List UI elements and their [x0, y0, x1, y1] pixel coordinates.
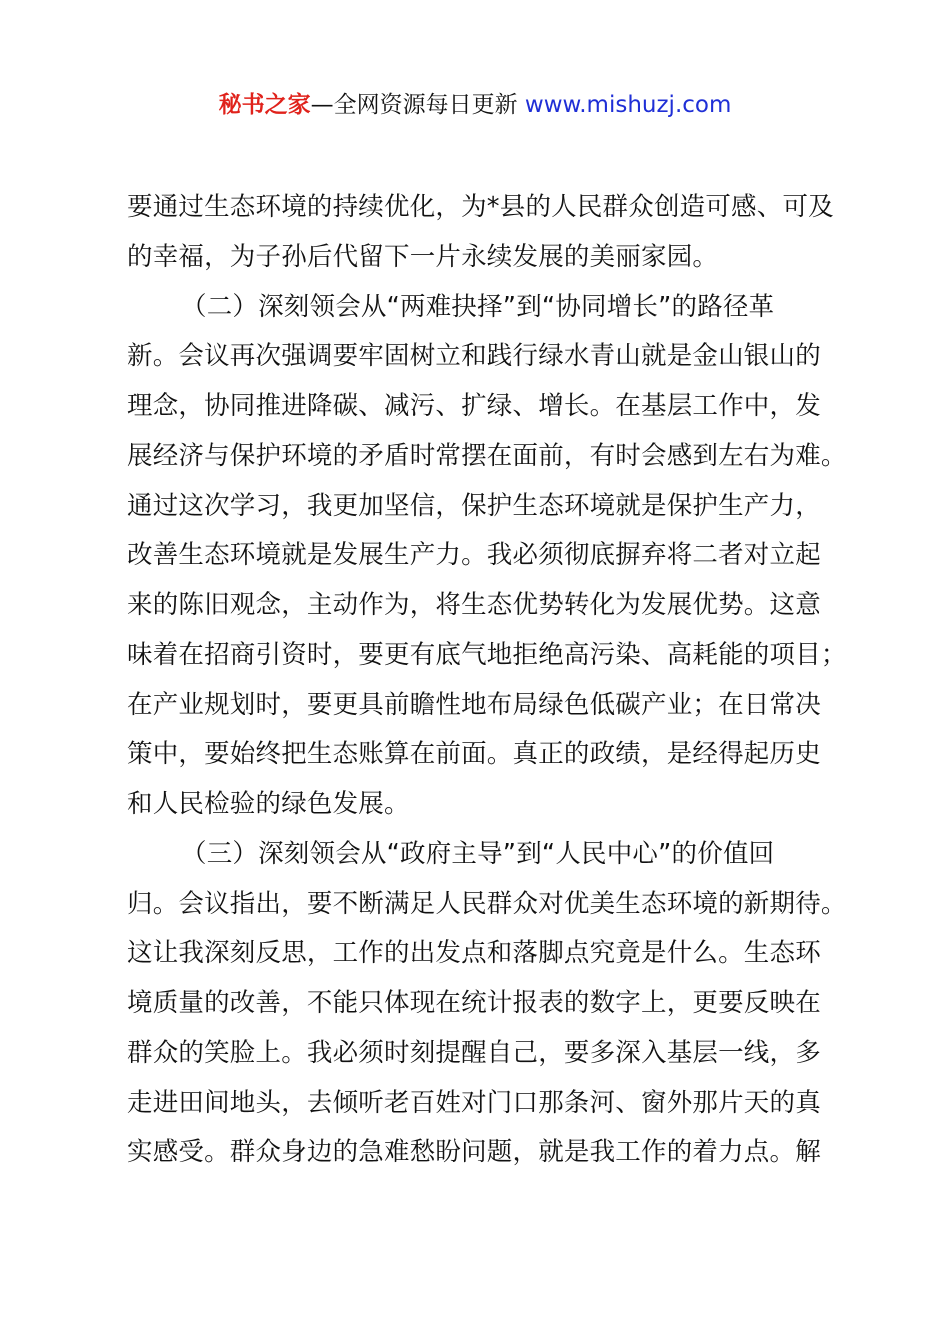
section-heading-line: （三）深刻领会从“政府主导”到“人民中心”的价值回	[181, 838, 775, 869]
text-line: 这让我深刻反思，工作的出发点和落脚点究竟是什么。生态环	[127, 938, 821, 969]
text-line: 走进田间地头，去倾听老百姓对门口那条河、窗外那片天的真	[127, 1087, 821, 1118]
text-line: 要通过生态环境的持续优化，为*县的人民群众创造可感、可及	[127, 192, 834, 222]
text-line: 在产业规划时，要更具前瞻性地布局绿色低碳产业；在日常决	[127, 689, 821, 720]
brand-name: 秘书之家	[218, 92, 311, 118]
header-tagline: —全网资源每日更新	[310, 92, 525, 118]
text-line: 展经济与保护环境的矛盾时常摆在面前，有时会感到左右为难。	[127, 440, 847, 471]
text-line: 和人民检验的绿色发展。	[127, 789, 410, 819]
website-url[interactable]: www.mishuzj.com	[524, 92, 732, 118]
document-body	[127, 183, 847, 1178]
text-line: 策中，要始终把生态账算在前面。真正的政绩，是经得起历史	[127, 739, 821, 770]
text-line: 味着在招商引资时，要更有底气地拒绝高污染、高耗能的项目；	[127, 639, 847, 670]
text-line: 实感受。群众身边的急难愁盼问题，就是我工作的着力点。解	[127, 1137, 821, 1168]
text-line: 境质量的改善，不能只体现在统计报表的数字上，更要反映在	[127, 988, 821, 1018]
page-header	[0, 88, 950, 122]
text-line: 通过这次学习，我更加坚信，保护生态环境就是保护生产力，	[127, 490, 821, 521]
text-line: 来的陈旧观念，主动作为，将生态优势转化为发展优势。这意	[127, 590, 821, 620]
text-line: 归。会议指出，要不断满足人民群众对优美生态环境的新期待。	[127, 888, 847, 919]
section-heading-line: （二）深刻领会从“两难抉择”到“协同增长”的路径革	[181, 291, 775, 322]
text-line: 的幸福，为子孙后代留下一片永续发展的美丽家园。	[127, 241, 719, 272]
text-line: 理念，协同推进降碳、减污、扩绿、增长。在基层工作中，发	[127, 391, 821, 421]
text-line: 改善生态环境就是发展生产力。我必须彻底摒弃将二者对立起	[127, 540, 821, 571]
text-line: 群众的笑脸上。我必须时刻提醒自己，要多深入基层一线，多	[127, 1037, 821, 1068]
text-line: 新。会议再次强调要牢固树立和践行绿水青山就是金山银山的	[127, 341, 821, 372]
